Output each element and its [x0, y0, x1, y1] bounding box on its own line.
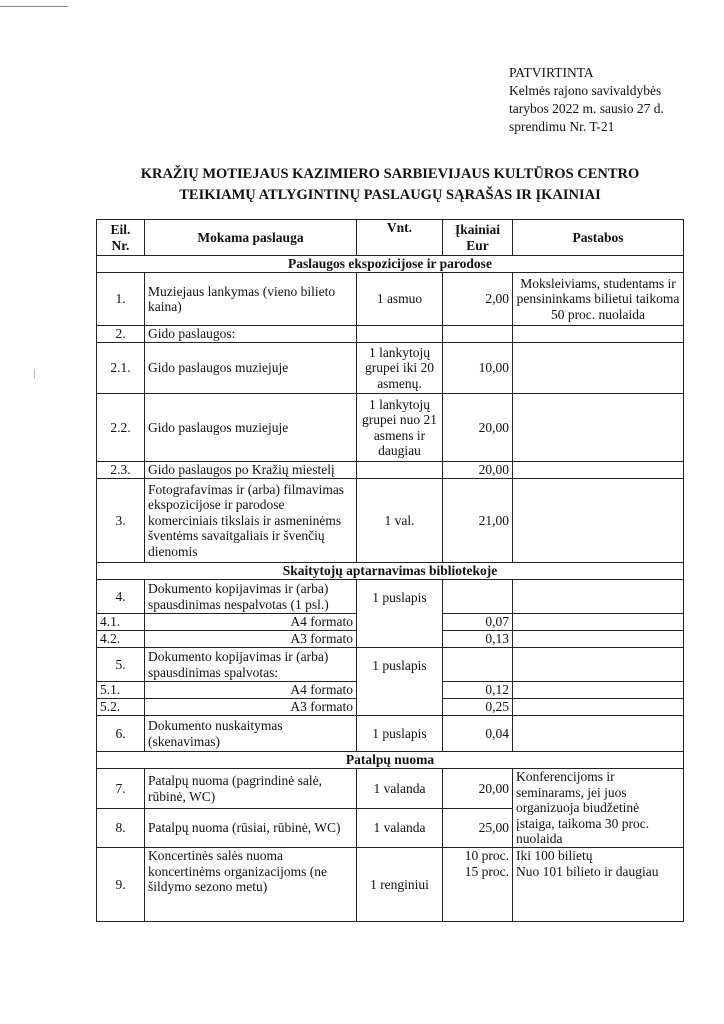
- row-notes: [513, 326, 684, 343]
- header-price: Įkainiai Eur: [443, 220, 513, 256]
- row-unit: 1 puslapis: [357, 648, 443, 716]
- document-title: [90, 164, 690, 206]
- row-nr: 5.: [97, 648, 145, 682]
- row-notes: [513, 682, 684, 699]
- row-notes: [513, 614, 684, 631]
- title-line-1: KRAŽIŲ MOTIEJAUS KAZIMIERO SARBIEVIJAUS KULTŪROS CENTRO: [140, 166, 640, 182]
- row-service: Gido paslaugos muziejuje: [145, 394, 357, 462]
- row-nr: 3.: [97, 479, 145, 563]
- row-service: Dokumento nuskaitymas (skenavimas): [145, 716, 357, 752]
- row-service: Gido paslaugos:: [145, 326, 357, 343]
- row-service: Fotografavimas ir (arba) filmavimas ekspozicijose ir parodose komerciniais tikslais ir asmeninėms šventėms savaitgaliais ir švenčių dienomis: [145, 479, 357, 563]
- section-row-exhibitions: [97, 256, 684, 273]
- approval-block: [509, 64, 664, 136]
- title-line-2: TEIKIAMŲ ATLYGINTINŲ PASLAUGŲ SĄRAŠAS IR ĮKAINIAI: [179, 187, 601, 203]
- row-unit: 1 asmuo: [357, 273, 443, 326]
- row-nr: 2.2.: [97, 394, 145, 462]
- row-service: Koncertinės salės nuoma koncertinėms organizacijoms (ne šildymo sezono metu): [145, 848, 357, 922]
- row-price: [443, 326, 513, 343]
- table-row: [97, 648, 684, 682]
- header-unit: Vnt.: [357, 220, 443, 256]
- row-nr: 8.: [97, 809, 145, 848]
- row-nr: 4.1.: [97, 614, 145, 631]
- table-row: [97, 394, 684, 462]
- row-unit: [357, 462, 443, 479]
- header-notes: Pastabos: [513, 220, 684, 256]
- table-row: [97, 462, 684, 479]
- row-price: 10 proc. 15 proc.: [443, 848, 513, 922]
- row-notes: [513, 479, 684, 563]
- row-nr: 5.2.: [97, 699, 145, 716]
- row-price: 21,00: [443, 479, 513, 563]
- approval-decision: sprendimu Nr. T-21: [509, 119, 615, 134]
- table-row: [97, 479, 684, 563]
- row-nr: 1.: [97, 273, 145, 326]
- row-notes: Konferencijoms ir seminarams, jei juos organizuoja biudžetinė įstaiga, taikoma 30 proc. nuolaida: [513, 769, 684, 848]
- row-nr: 7.: [97, 769, 145, 809]
- header-nr: Eil. Nr.: [97, 220, 145, 256]
- scan-hole-mark: [34, 368, 39, 380]
- approval-label: PATVIRTINTA: [509, 65, 594, 80]
- row-service: A3 formato: [145, 699, 357, 716]
- section-title: Paslaugos ekspozicijose ir parodose: [97, 256, 684, 273]
- header-row: [97, 220, 684, 256]
- row-notes: [513, 699, 684, 716]
- approval-date: tarybos 2022 m. sausio 27 d.: [509, 101, 664, 116]
- row-nr: 5.1.: [97, 682, 145, 699]
- scan-edge-mark: [0, 0, 68, 7]
- table-row: [97, 580, 684, 614]
- row-notes: Moksleiviams, studentams ir pensininkams bilietui taikoma 50 proc. nuolaida: [513, 273, 684, 326]
- row-unit: 1 lankytojų grupei iki 20 asmenų.: [357, 343, 443, 394]
- row-service: Patalpų nuoma (pagrindinė salė, rūbinė, WC): [145, 769, 357, 809]
- row-nr: 6.: [97, 716, 145, 752]
- row-price: 10,00: [443, 343, 513, 394]
- row-unit: 1 puslapis: [357, 580, 443, 648]
- section-title: Patalpų nuoma: [97, 752, 684, 769]
- table-row: [97, 273, 684, 326]
- row-notes: [513, 648, 684, 682]
- row-price: 0,07: [443, 614, 513, 631]
- row-service: A4 formato: [145, 682, 357, 699]
- table-row: [97, 343, 684, 394]
- row-unit: 1 valanda: [357, 769, 443, 809]
- row-unit: 1 val.: [357, 479, 443, 563]
- row-notes: [513, 462, 684, 479]
- row-price: [443, 648, 513, 682]
- row-notes: Iki 100 bilietų Nuo 101 bilieto ir daugiau: [513, 848, 684, 922]
- approval-issuer: Kelmės rajono savivaldybės: [509, 83, 662, 98]
- row-nr: 4.: [97, 580, 145, 614]
- row-price: 25,00: [443, 809, 513, 848]
- row-unit: [357, 326, 443, 343]
- row-service: Gido paslaugos po Kražių miestelį: [145, 462, 357, 479]
- row-notes: [513, 343, 684, 394]
- row-price: [443, 580, 513, 614]
- row-service: Patalpų nuoma (rūsiai, rūbinė, WC): [145, 809, 357, 848]
- row-service: Muziejaus lankymas (vieno bilieto kaina): [145, 273, 357, 326]
- row-nr: 2.3.: [97, 462, 145, 479]
- row-notes: [513, 394, 684, 462]
- row-nr: 4.2.: [97, 631, 145, 648]
- row-price: 0,12: [443, 682, 513, 699]
- row-price: 20,00: [443, 394, 513, 462]
- row-notes: [513, 580, 684, 614]
- row-price: 20,00: [443, 769, 513, 809]
- section-row-library: [97, 563, 684, 580]
- row-unit: 1 valanda: [357, 809, 443, 848]
- row-notes: [513, 631, 684, 648]
- row-price: 20,00: [443, 462, 513, 479]
- row-service: A4 formato: [145, 614, 357, 631]
- section-row-premises: [97, 752, 684, 769]
- table-row: [97, 326, 684, 343]
- row-nr: 2.: [97, 326, 145, 343]
- row-service: Dokumento kopijavimas ir (arba) spausdinimas spalvotas:: [145, 648, 357, 682]
- row-unit: 1 puslapis: [357, 716, 443, 752]
- row-unit: 1 lankytojų grupei nuo 21 asmens ir daugiau: [357, 394, 443, 462]
- row-service: Gido paslaugos muziejuje: [145, 343, 357, 394]
- row-service: Dokumento kopijavimas ir (arba) spausdinimas nespalvotas (1 psl.): [145, 580, 357, 614]
- row-price: 0,13: [443, 631, 513, 648]
- row-service: A3 formato: [145, 631, 357, 648]
- table-row: [97, 769, 684, 809]
- row-price: 0,04: [443, 716, 513, 752]
- row-unit: 1 renginiui: [357, 848, 443, 922]
- row-nr: 9.: [97, 848, 145, 922]
- row-notes: [513, 716, 684, 752]
- price-table: [96, 219, 684, 922]
- header-service: Mokama paslauga: [145, 220, 357, 256]
- row-price: 0,25: [443, 699, 513, 716]
- row-nr: 2.1.: [97, 343, 145, 394]
- table-row: [97, 716, 684, 752]
- row-price: 2,00: [443, 273, 513, 326]
- section-title: Skaitytojų aptarnavimas bibliotekoje: [97, 563, 684, 580]
- table-row: [97, 848, 684, 922]
